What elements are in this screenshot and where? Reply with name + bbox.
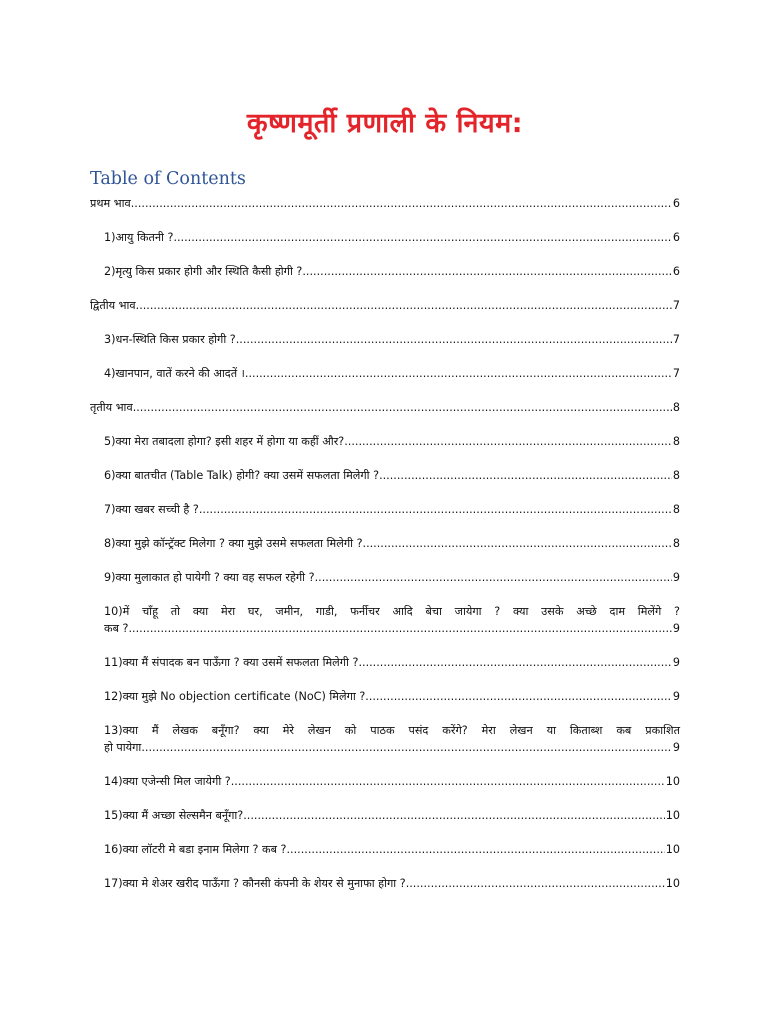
toc-page-number: 8 — [672, 435, 680, 448]
toc-page-number: 10 — [665, 843, 680, 856]
toc-entry-row — [90, 399, 680, 416]
toc-entry[interactable] — [90, 688, 680, 705]
toc-entry[interactable] — [90, 399, 680, 416]
toc-entry[interactable] — [90, 807, 680, 824]
toc-entry[interactable] — [90, 297, 680, 314]
toc-entry[interactable] — [90, 722, 680, 756]
toc-entry-text: 14)क्या एजेन्सी मिल जायेगी ? — [104, 775, 231, 788]
toc-entry[interactable] — [90, 773, 680, 790]
toc-entry-text: 1)आयु कितनी ? — [104, 231, 174, 244]
toc-entry-row — [104, 654, 680, 671]
table-of-contents — [90, 195, 680, 892]
toc-dot-leader — [358, 654, 671, 671]
toc-dot-leader — [245, 365, 672, 382]
toc-entry[interactable] — [90, 433, 680, 450]
toc-entry-text: 2)मृत्यु किस प्रकार होगी और स्थिति कैसी होगी ? — [104, 265, 303, 278]
toc-entry-text: 12)क्या मुझे No objection certificate (NoC) मिलेगा ? — [104, 690, 366, 703]
toc-dot-leader — [173, 229, 671, 246]
toc-page-number: 10 — [665, 877, 680, 890]
toc-dot-leader — [136, 297, 672, 314]
toc-entry-text: कब ? — [104, 622, 129, 635]
toc-dot-leader — [128, 620, 671, 637]
toc-dot-leader — [406, 875, 665, 892]
toc-dot-leader — [363, 535, 672, 552]
toc-page-number: 9 — [672, 622, 680, 635]
toc-page-number: 6 — [672, 231, 680, 244]
toc-entry-row — [104, 739, 680, 756]
toc-entry[interactable] — [90, 263, 680, 280]
toc-entry-text: द्वितीय भाव — [90, 299, 136, 312]
toc-page-number: 10 — [665, 809, 680, 822]
toc-entry[interactable] — [90, 841, 680, 858]
toc-dot-leader — [379, 467, 672, 484]
toc-entry-text: 7)क्या खबर सच्ची है ? — [104, 503, 199, 516]
toc-entry-row — [104, 841, 680, 858]
toc-entry-row — [104, 433, 680, 450]
toc-dot-leader — [236, 331, 672, 348]
toc-entry-row — [104, 773, 680, 790]
toc-dot-leader — [315, 569, 672, 586]
toc-page-number: 9 — [672, 656, 680, 669]
toc-dot-leader — [141, 739, 672, 756]
toc-page-number: 7 — [672, 367, 680, 380]
toc-page-number: 9 — [672, 690, 680, 703]
toc-entry-text: 16)क्या लॉटरी मे बडा इनाम मिलेगा ? कब ? — [104, 843, 287, 856]
toc-entry[interactable] — [90, 569, 680, 586]
toc-entry[interactable] — [90, 875, 680, 892]
toc-entry-text: 17)क्या मे शेअर खरीद पाऊँगा ? कौनसी कंपनी के शेयर से मुनाफा होगा ? — [104, 877, 406, 890]
toc-entry-text: 11)क्या मैं संपादक बन पाऊँगा ? क्या उसमें सफलता मिलेगी ? — [104, 656, 359, 669]
toc-entry-row — [104, 263, 680, 280]
toc-entry-row — [104, 535, 680, 552]
toc-entry-row — [104, 365, 680, 382]
toc-entry[interactable] — [90, 195, 680, 212]
toc-entry-row — [104, 620, 680, 637]
toc-dot-leader — [243, 807, 665, 824]
toc-page-number: 9 — [672, 571, 680, 584]
toc-entry[interactable] — [90, 501, 680, 518]
toc-entry-text: 8)क्या मुझे कॉन्ट्रॅक्ट मिलेगा ? क्या मुझे उसमे सफलता मिलेगी ? — [104, 537, 363, 550]
toc-entry-text: 9)क्या मुलाकात हो पायेगी ? क्या वह सफल रहेगी ? — [104, 571, 315, 584]
toc-page-number: 8 — [672, 469, 680, 482]
document-title: कृष्णमूर्ती प्रणाली के नियम: — [246, 108, 524, 139]
toc-page-number: 6 — [672, 265, 680, 278]
toc-dot-leader — [199, 501, 672, 518]
toc-dot-leader — [133, 399, 672, 416]
toc-entry-text-line1: 13)क्या मैं लेखक बनूँगा? क्या मेरे लेखन को पाठक पसंद करेंगे? मेरा लेखन या किताब्श कब प्रकाशित — [104, 724, 680, 737]
toc-entry-text: 6)क्या बातचीत (Table Talk) होगी? क्या उसमें सफलता मिलेगी ? — [104, 469, 380, 482]
toc-entry-text: हो पायेगा — [104, 741, 142, 754]
toc-entry-row — [104, 501, 680, 518]
toc-entry[interactable] — [90, 229, 680, 246]
toc-entry[interactable] — [90, 535, 680, 552]
toc-entry-text: 15)क्या मैं अच्छा सेल्समैन बनूँगा? — [104, 809, 244, 822]
toc-entry[interactable] — [90, 603, 680, 637]
toc-entry-row — [104, 807, 680, 824]
toc-entry-text: 5)क्या मेरा तबादला होगा? इसी शहर में होगा या कहीं और? — [104, 435, 345, 448]
toc-page-number: 8 — [672, 537, 680, 550]
toc-dot-leader — [231, 773, 665, 790]
toc-entry-row — [104, 331, 680, 348]
toc-entry-row — [104, 875, 680, 892]
toc-entry-text-line1: 10)में चाँहू तो क्या मेरा घर, जमीन, गाडी, फर्नीचर आदि बेचा जायेगा ? क्या उसके अच्छे दाम मिलेंगे ? — [104, 605, 680, 618]
toc-entry-row — [104, 229, 680, 246]
toc-entry[interactable] — [90, 467, 680, 484]
toc-page-number: 8 — [672, 503, 680, 516]
toc-heading: Table of Contents — [90, 169, 246, 189]
toc-entry-text: प्रथम भाव — [90, 197, 131, 210]
toc-page-number: 7 — [672, 333, 680, 346]
toc-dot-leader — [302, 263, 672, 280]
toc-entry[interactable] — [90, 331, 680, 348]
toc-dot-leader — [287, 841, 665, 858]
toc-entry[interactable] — [90, 365, 680, 382]
toc-page-number: 10 — [665, 775, 680, 788]
toc-dot-leader — [365, 688, 672, 705]
toc-page-number: 9 — [672, 741, 680, 754]
toc-entry-row — [90, 297, 680, 314]
toc-entry-row — [104, 569, 680, 586]
toc-entry-text: 3)धन-स्थिति किस प्रकार होगी ? — [104, 333, 236, 346]
toc-entry-row — [104, 688, 680, 705]
toc-dot-leader — [131, 195, 672, 212]
toc-entry-row — [90, 195, 680, 212]
toc-entry-text: तृतीय भाव — [90, 401, 133, 414]
toc-page-number: 6 — [672, 197, 680, 210]
toc-page-number: 7 — [672, 299, 680, 312]
toc-page-number: 8 — [672, 401, 680, 414]
toc-entry-text: 4)खानपान, वातें करने की आदतें । — [104, 367, 245, 380]
toc-entry-row — [104, 467, 680, 484]
toc-entry[interactable] — [90, 654, 680, 671]
toc-dot-leader — [344, 433, 672, 450]
